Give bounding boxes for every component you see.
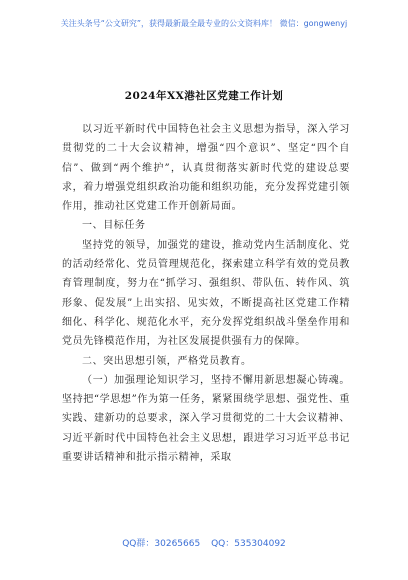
footer-qq-group: QQ群：30265665 xyxy=(122,539,201,549)
footer-qq-number: QQ：535304092 xyxy=(211,539,286,549)
document-body xyxy=(62,120,350,467)
section-heading-ideology: 二、突出思想引领，严格党员教育。 xyxy=(82,355,252,367)
footer-contact xyxy=(0,536,408,549)
section-heading-goals: 一、目标任务 xyxy=(82,220,146,232)
paragraph-intro: 以习近平新时代中国特色社会主义思想为指导，深入学习贯彻党的二十大会议精神，增强“四个意识”、坚定“四个自信”、做到“两个维护”，认真贯彻落实新时代党的建设总要求，着力增强党组织政治功能和组织功能，充分发挥党建引领作用，推动社区党建工作开创新局面。 xyxy=(62,124,350,213)
document-title: 2024年XX港社区党建工作计划 xyxy=(124,90,284,102)
paragraph-study: （一）加强理论知识学习，坚持不懈用新思想凝心铸魂。坚持把“学思想”作为第一任务，紧紧围绕学思想、强党性、重实践、建新功的总要求，深入学习贯彻党的二十大会议精神、习近平新时代中国特色社会主义思想，跟进学习习近平总书记重要讲话精神和批示指示精神，采取 xyxy=(62,374,350,464)
paragraph-goals: 坚持党的领导，加强党的建设，推动党内生活制度化、党的活动经常化、党员管理规范化，探索建立科学有效的党员教育管理制度，努力在“抓学习、强组织、带队伍、转作风、筑形象、促发展”上出实招、见实效，不断提高社区党建工作精细化、科学化、规范化水平，充分发挥党组织战斗堡垒作用和党员先锋模范作用，为社区发展提供强有力的保障。 xyxy=(62,239,350,348)
header-promo-note: 关注头条号“公文研究”，获得最新最全最专业的公文资料库！ 微信：gongwenyj xyxy=(60,19,348,28)
